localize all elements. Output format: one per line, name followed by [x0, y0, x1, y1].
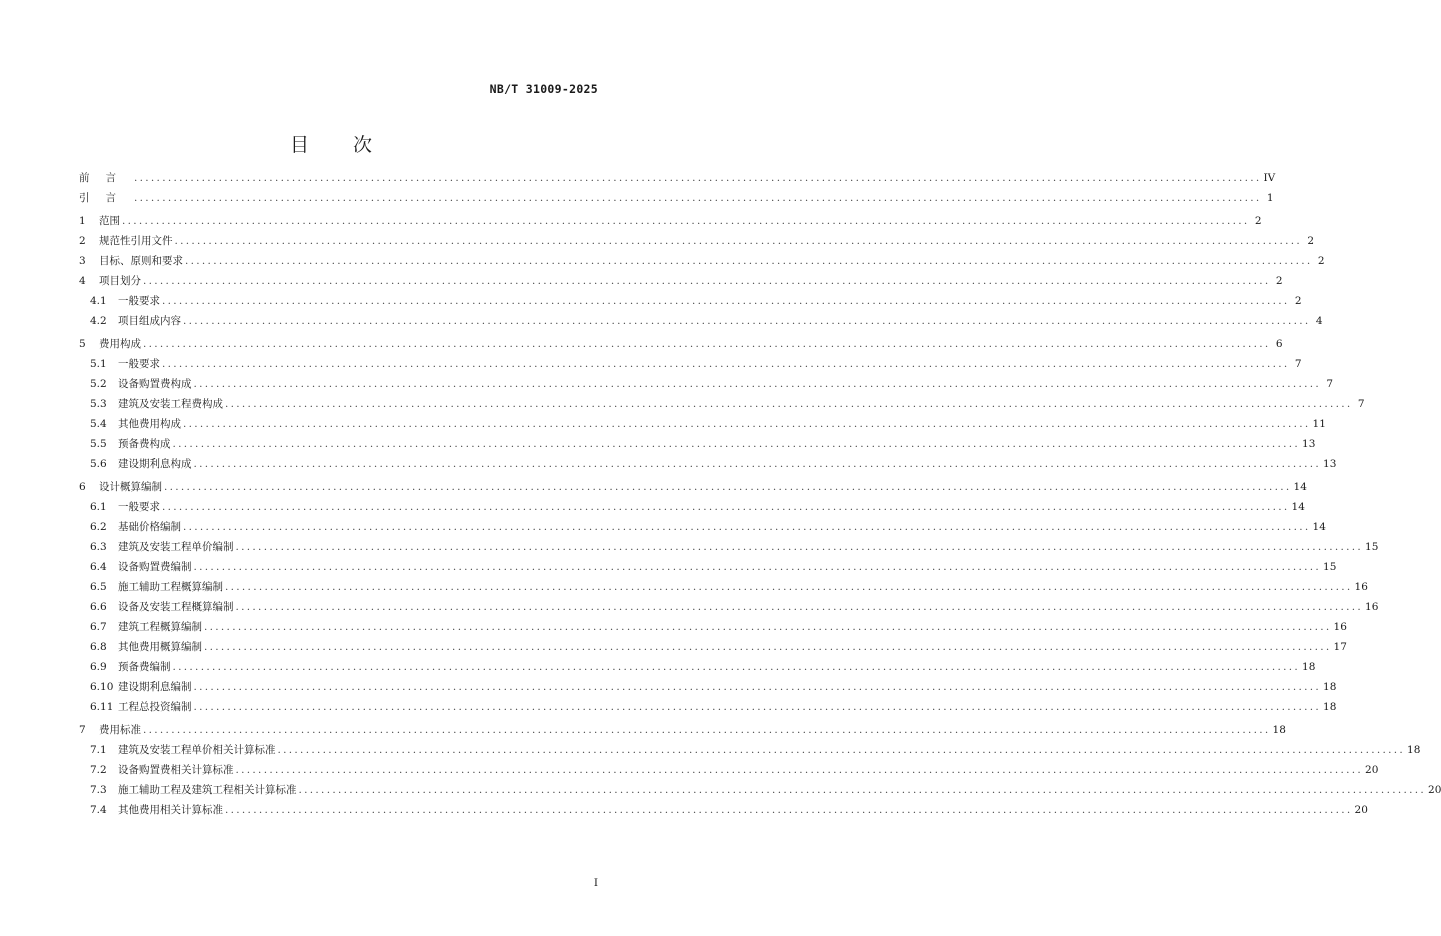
toc-subentry[interactable]	[79, 537, 1379, 557]
toc-entry-number: 5.3	[90, 398, 107, 410]
toc-entry-label: 前言	[79, 172, 132, 184]
toc-entry-page: 14	[1312, 521, 1326, 533]
toc-entry-label: 项目组成内容	[118, 315, 181, 327]
toc-entry-page: 7	[1357, 398, 1365, 410]
toc-entry-page: 2	[1254, 215, 1262, 227]
toc-entry-number: 5	[79, 338, 86, 350]
toc-entry-number: 6.8	[90, 641, 107, 653]
toc-entry-label: 施工辅助工程及建筑工程相关计算标准	[118, 784, 297, 796]
dot-leader: ........................................................................................................................................................................................................	[193, 458, 1322, 470]
toc-entry-number: 6.1	[90, 501, 107, 513]
toc-subentry[interactable]	[79, 497, 1305, 517]
toc-entry-page: 18	[1407, 744, 1421, 756]
dot-leader: ........................................................................................................................................................................................................	[235, 764, 1364, 776]
toc-entry-label: 预备费构成	[118, 438, 171, 450]
dot-leader: ........................................................................................................................................................................................................	[204, 641, 1332, 653]
toc-entry-number: 6.10	[90, 681, 114, 693]
toc-entry-page: 11	[1312, 418, 1326, 430]
page-title: 目次	[289, 134, 416, 156]
toc-entry-page: 14	[1291, 501, 1305, 513]
toc-entry-page: 20	[1354, 804, 1368, 816]
dot-leader: ........................................................................................................................................................................................................	[162, 358, 1290, 370]
dot-leader: ........................................................................................................................................................................................................	[143, 275, 1271, 287]
toc-subentry[interactable]	[79, 800, 1368, 820]
toc-entry-page: 16	[1333, 621, 1347, 633]
toc-entry-label: 设计概算编制	[99, 481, 162, 493]
toc-entry-page: 18	[1323, 681, 1337, 693]
dot-leader: ........................................................................................................................................................................................................	[193, 701, 1322, 713]
toc-subentry[interactable]	[79, 760, 1379, 780]
dot-leader: ........................................................................................................................................................................................................	[235, 601, 1364, 613]
dot-leader: ........................................................................................................................................................................................................	[225, 804, 1353, 816]
toc-entry[interactable]	[79, 251, 1325, 271]
dot-leader: ........................................................................................................................................................................................................	[183, 521, 1311, 533]
toc-entry-number: 7.2	[90, 764, 107, 776]
toc-subentry[interactable]	[79, 517, 1326, 537]
toc-entry-label: 费用构成	[99, 338, 141, 350]
dot-leader: ........................................................................................................................................................................................................	[298, 784, 1427, 796]
dot-leader: ........................................................................................................................................................................................................	[174, 235, 1303, 247]
toc-subentry[interactable]	[79, 617, 1347, 637]
toc-subentry[interactable]	[79, 311, 1323, 331]
toc-entry-label: 其他费用相关计算标准	[118, 804, 223, 816]
toc-entry-number: 5.2	[90, 378, 107, 390]
toc-subentry[interactable]	[79, 740, 1421, 760]
dot-leader: ........................................................................................................................................................................................................	[172, 661, 1301, 673]
toc-entry-page: 20	[1365, 764, 1379, 776]
page-number: I	[593, 877, 598, 889]
toc-entry-number: 7.3	[90, 784, 107, 796]
toc-subentry[interactable]	[79, 414, 1326, 434]
toc-entry-label: 建筑及安装工程单价编制	[118, 541, 234, 553]
dot-leader: ........................................................................................................................................................................................................	[162, 295, 1290, 307]
toc-entry-page: 13	[1302, 438, 1316, 450]
toc-subentry[interactable]	[79, 434, 1316, 454]
toc-entry-number: 4.1	[90, 295, 107, 307]
toc-entry-page: 16	[1354, 581, 1368, 593]
toc-entry-label: 设备购置费构成	[118, 378, 192, 390]
toc-entry-label: 其他费用构成	[118, 418, 181, 430]
dot-leader: ........................................................................................................................................................................................................	[143, 338, 1271, 350]
dot-leader: ........................................................................................................................................................................................................	[172, 438, 1301, 450]
toc-entry-page: 2	[1294, 295, 1302, 307]
dot-leader: ........................................................................................................................................................................................................	[134, 172, 1262, 184]
toc-entry-page: 17	[1333, 641, 1347, 653]
toc-entry-label: 规范性引用文件	[99, 235, 173, 247]
toc-subentry[interactable]	[79, 597, 1379, 617]
toc-entry-label: 设备购置费编制	[118, 561, 192, 573]
toc-entry-page: 1	[1266, 192, 1274, 204]
toc-entry-page: IV	[1263, 172, 1276, 184]
toc-entry-number: 4.2	[90, 315, 107, 327]
toc-subentry[interactable]	[79, 677, 1337, 697]
dot-leader: ........................................................................................................................................................................................................	[225, 581, 1353, 593]
toc-subentry[interactable]	[79, 394, 1365, 414]
toc-entry-number: 7	[79, 724, 86, 736]
dot-leader: ........................................................................................................................................................................................................	[183, 418, 1311, 430]
toc-entry-number: 5.5	[90, 438, 107, 450]
toc-entry[interactable]	[79, 188, 1274, 208]
toc-subentry[interactable]	[79, 291, 1302, 311]
toc-entry-number: 6	[79, 481, 86, 493]
toc-entry-number: 6.11	[90, 701, 114, 713]
toc-entry-number: 4	[79, 275, 86, 287]
toc-entry-label: 建筑工程概算编制	[118, 621, 202, 633]
toc-entry-label: 建设期利息构成	[118, 458, 192, 470]
toc-entry-number: 6.5	[90, 581, 107, 593]
toc-entry[interactable]	[79, 231, 1315, 251]
toc-entry-label: 项目划分	[99, 275, 141, 287]
toc-entry-page: 6	[1275, 338, 1283, 350]
dot-leader: ........................................................................................................................................................................................................	[143, 724, 1271, 736]
toc-entry-number: 2	[79, 235, 86, 247]
toc-entry-page: 18	[1302, 661, 1316, 673]
toc-entry-label: 费用标准	[99, 724, 141, 736]
toc-entry-number: 7.1	[90, 744, 107, 756]
toc-entry-page: 18	[1272, 724, 1286, 736]
toc-entry-label: 施工辅助工程概算编制	[118, 581, 223, 593]
toc-entry-label: 范围	[99, 215, 120, 227]
dot-leader: ........................................................................................................................................................................................................	[122, 215, 1250, 227]
dot-leader: ........................................................................................................................................................................................................	[164, 481, 1292, 493]
toc-entry-number: 6.7	[90, 621, 107, 633]
toc-entry-number: 5.6	[90, 458, 107, 470]
toc-entry-page: 7	[1294, 358, 1302, 370]
toc-entry-number: 6.3	[90, 541, 107, 553]
toc-entry[interactable]	[79, 334, 1283, 354]
toc-entry-page: 20	[1428, 784, 1441, 796]
toc-entry-label: 建筑及安装工程单价相关计算标准	[118, 744, 276, 756]
toc-entry-number: 6.6	[90, 601, 107, 613]
toc-entry-label: 建筑及安装工程费构成	[118, 398, 223, 410]
toc-subentry[interactable]	[79, 374, 1334, 394]
dot-leader: ........................................................................................................................................................................................................	[204, 621, 1332, 633]
toc-entry-number: 6.9	[90, 661, 107, 673]
dot-leader: ........................................................................................................................................................................................................	[193, 561, 1322, 573]
toc-subentry[interactable]	[79, 780, 1441, 800]
toc-entry-page: 16	[1365, 601, 1379, 613]
dot-leader: ........................................................................................................................................................................................................	[193, 378, 1322, 390]
dot-leader: ........................................................................................................................................................................................................	[225, 398, 1353, 410]
toc-entry-number: 7.4	[90, 804, 107, 816]
dot-leader: ........................................................................................................................................................................................................	[235, 541, 1364, 553]
dot-leader: ........................................................................................................................................................................................................	[193, 681, 1322, 693]
toc-entry-label: 建设期利息编制	[118, 681, 192, 693]
dot-leader: ........................................................................................................................................................................................................	[185, 255, 1313, 267]
toc-entry-page: 15	[1323, 561, 1337, 573]
dot-leader: ........................................................................................................................................................................................................	[162, 501, 1290, 513]
toc-entry-page: 15	[1365, 541, 1379, 553]
toc-entry-label: 一般要求	[118, 358, 160, 370]
toc-entry-number: 6.4	[90, 561, 107, 573]
dot-leader: ........................................................................................................................................................................................................	[183, 315, 1311, 327]
toc-entry-page: 13	[1323, 458, 1337, 470]
toc-entry-label: 目标、原则和要求	[99, 255, 183, 267]
toc-entry-number: 1	[79, 215, 86, 227]
toc-subentry[interactable]	[79, 557, 1337, 577]
toc-entry-label: 工程总投资编制	[118, 701, 192, 713]
toc-entry-page: 7	[1326, 378, 1334, 390]
toc-entry-label: 设备购置费相关计算标准	[118, 764, 234, 776]
table-of-contents	[79, 168, 1441, 820]
toc-entry[interactable]	[79, 720, 1286, 740]
toc-entry-page: 2	[1275, 275, 1283, 287]
toc-entry-label: 基础价格编制	[118, 521, 181, 533]
toc-entry-label: 引言	[79, 192, 132, 204]
toc-entry-number: 5.1	[90, 358, 107, 370]
toc-entry[interactable]	[79, 211, 1262, 231]
toc-entry[interactable]	[79, 477, 1307, 497]
toc-subentry[interactable]	[79, 454, 1337, 474]
toc-entry-label: 一般要求	[118, 501, 160, 513]
toc-entry[interactable]	[79, 271, 1283, 291]
toc-entry-page: 2	[1307, 235, 1315, 247]
toc-subentry[interactable]	[79, 354, 1302, 374]
toc-entry-page: 14	[1293, 481, 1307, 493]
toc-entry-number: 5.4	[90, 418, 107, 430]
toc-entry-label: 其他费用概算编制	[118, 641, 202, 653]
toc-entry-number: 3	[79, 255, 86, 267]
toc-entry-label: 预备费编制	[118, 661, 171, 673]
toc-subentry[interactable]	[79, 637, 1347, 657]
toc-entry[interactable]	[79, 168, 1276, 188]
toc-entry-page: 2	[1317, 255, 1325, 267]
dot-leader: ........................................................................................................................................................................................................	[134, 192, 1262, 204]
toc-entry-page: 18	[1323, 701, 1337, 713]
toc-entry-label: 一般要求	[118, 295, 160, 307]
document-number: NB/T 31009-2025	[489, 82, 598, 96]
dot-leader: ........................................................................................................................................................................................................	[277, 744, 1406, 756]
toc-subentry[interactable]	[79, 577, 1368, 597]
toc-entry-page: 4	[1315, 315, 1323, 327]
toc-subentry[interactable]	[79, 657, 1316, 677]
toc-subentry[interactable]	[79, 697, 1337, 717]
toc-entry-label: 设备及安装工程概算编制	[118, 601, 234, 613]
toc-entry-number: 6.2	[90, 521, 107, 533]
